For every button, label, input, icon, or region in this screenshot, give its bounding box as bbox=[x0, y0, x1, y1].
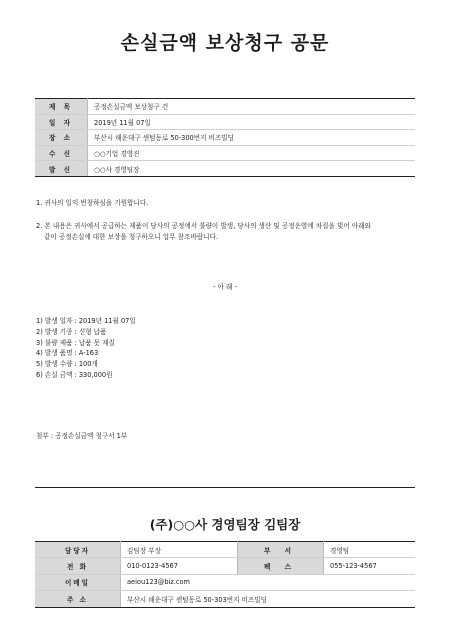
info-row-place bbox=[35, 130, 415, 146]
paragraph-2-line-2: 같이 공정손실에 대한 보상을 청구하오니 업무 참조바랍니다. bbox=[44, 233, 218, 241]
info-row-date bbox=[35, 114, 415, 130]
place-label: 장 소 bbox=[35, 130, 88, 146]
subject-value: 공정손실금액 보상청구 건 bbox=[88, 99, 416, 115]
subject-label: 제 목 bbox=[35, 99, 88, 115]
place-value: 부산시 해운대구 센텀동로 50-300번지 비즈빌딩 bbox=[88, 130, 416, 146]
phone-value: 010-0123-4567 bbox=[121, 558, 238, 574]
details-list bbox=[36, 316, 136, 381]
paragraph-2 bbox=[36, 221, 418, 243]
recipient-value: ○○기업 경영진 bbox=[88, 145, 416, 161]
dept-label: 부 서 bbox=[238, 542, 324, 558]
paragraph-2-line-1: 2. 본 내용은 귀사에서 공급하는 제품이 당사의 공정에서 불량이 발생, 당사의 생산 및 공정운영에 차질을 빚어 아래와 bbox=[36, 222, 371, 230]
section-divider bbox=[35, 487, 415, 488]
detail-item: 4) 발생 품명 : A-163 bbox=[36, 349, 99, 358]
fax-value: 055-123-4567 bbox=[324, 558, 416, 574]
attachment-note: 첨부 : 공정손실금액 청구서 1부 bbox=[36, 432, 128, 440]
fax-label: 팩 스 bbox=[238, 558, 324, 574]
sender-label: 발 신 bbox=[35, 161, 88, 177]
contact-row-address bbox=[35, 591, 415, 607]
info-row-subject bbox=[35, 99, 415, 115]
below-heading: - 아 래 - bbox=[213, 283, 237, 291]
manager-value: 김팀장 부장 bbox=[121, 542, 238, 558]
detail-item: 2) 발생 기종 : 신형 납품 bbox=[36, 327, 107, 336]
email-label: 이메일 bbox=[35, 574, 121, 590]
date-value: 2019년 11월 07일 bbox=[88, 114, 416, 130]
contact-row-phone bbox=[35, 558, 415, 574]
info-table bbox=[35, 98, 415, 177]
contact-row-email bbox=[35, 574, 415, 590]
contact-table bbox=[35, 541, 415, 608]
contact-row-manager bbox=[35, 542, 415, 558]
detail-item: 3) 불량 제품 : 납품 못 재질 bbox=[36, 338, 115, 347]
sender-signature: (주)○○사 경영팀장 김팀장 bbox=[149, 517, 301, 532]
detail-item: 5) 발생 수량 : 100개 bbox=[36, 360, 98, 369]
sender-value: ○○사 경영팀장 bbox=[88, 161, 416, 177]
info-row-recipient bbox=[35, 145, 415, 161]
manager-label: 담당자 bbox=[35, 542, 121, 558]
phone-label: 전 화 bbox=[35, 558, 121, 574]
address-label: 주 소 bbox=[35, 591, 121, 607]
paragraph-1: 1. 귀사의 일익 번창하심을 기원합니다. bbox=[36, 199, 149, 207]
detail-item: 6) 손실 금액 : 330,000원 bbox=[36, 370, 113, 379]
info-row-sender bbox=[35, 161, 415, 177]
detail-item: 1) 발생 일자 : 2019년 11월 07일 bbox=[36, 317, 136, 325]
dept-value: 경영팀 bbox=[324, 542, 416, 558]
email-value: aeiou123@biz.com bbox=[121, 574, 416, 590]
address-value: 부산시 해운대구 센텀동로 50-303번지 비즈빌딩 bbox=[121, 591, 416, 607]
document-title: 손실금액 보상청구 공문 bbox=[120, 32, 330, 54]
date-label: 일 자 bbox=[35, 114, 88, 130]
recipient-label: 수 신 bbox=[35, 145, 88, 161]
